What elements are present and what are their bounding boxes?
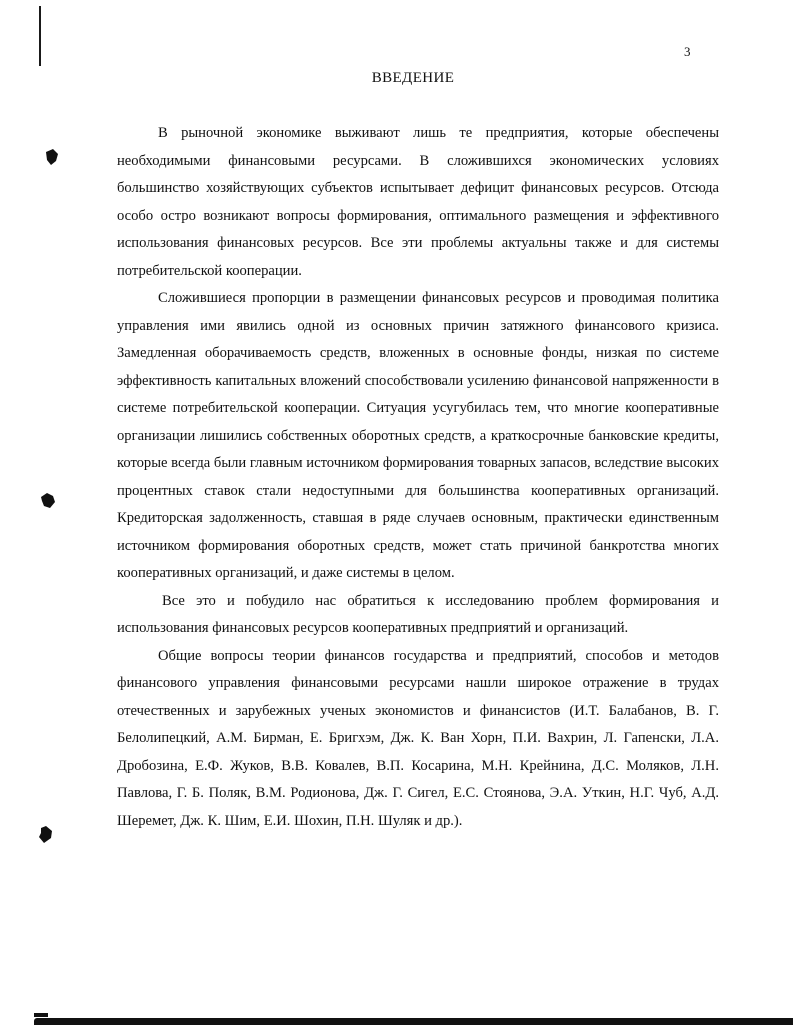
body-text — [117, 120, 719, 835]
paragraph: Сложившиеся пропорции в размещении финансовых ресурсов и проводимая политика управления ими явились одной из основных причин затяжного финансового кризиса. Замедленная оборачиваемость средств, вложенных в основные фонды, низкая по системе эффективность капитальных вложений способствовали усилению финансовой напряженности в системе потребительской кооперации. Ситуация усугубилась тем, что многие кооперативные организации лишились собственных оборотных средств, а краткосрочные банковские кредиты, которые всегда были главным источником формирования товарных запасов, вследствие высоких процентных ставок стали недоступными для большинства кооперативных организаций. Кредиторская задолженность, ставшая в ряде случаев основным, практически единственным источником формирования оборотных средств, может стать причиной банкротства многих кооперативных организаций, и даже системы в целом. — [117, 290, 719, 581]
scan-edge-bottom — [34, 1018, 793, 1025]
binding-hole-mark-icon — [44, 148, 60, 166]
scan-edge-left — [39, 6, 41, 66]
scan-edge-bottom — [34, 1013, 48, 1017]
paragraph: Общие вопросы теории финансов государства и предприятий, способов и методов финансового управления финансовыми ресурсами нашли широкое отражение в трудах отечественных и зарубежных ученых экономистов и финансистов (И.Т. Балабанов, В. Г. Белолипецкий, А.М. Бирман, Е. Бригхэм, Дж. К. Ван Хорн, П.И. Вахрин, Л. Гапенски, Л.А. Дробозина, Е.Ф. Жуков, В.В. Ковалев, В.П. Косарина, М.Н. Крейнина, Д.С. Моляков, Л.Н. Павлова, Г. Б. Поляк, В.М. Родионова, Дж. Г. Сигел, Е.С. Стоянова, Э.А. Уткин, Н.Г. Чуб, А.Д. Шеремет, Дж. К. Шим, Е.И. Шохин, П.Н. Шуляк и др.). — [117, 647, 719, 829]
page-title: ВВЕДЕНИЕ — [371, 70, 455, 86]
binding-hole-mark-icon — [40, 492, 56, 510]
page-number: 3 — [684, 44, 691, 59]
binding-hole-mark-icon — [38, 826, 54, 844]
paragraph: В рыночной экономике выживают лишь те предприятия, которые обеспечены необходимыми финансовыми ресурсами. В сложившихся экономических условиях большинство хозяйствующих субъектов испытывает дефицит финансовых ресурсов. Отсюда особо остро возникают вопросы формирования, оптимального размещения и эффективного использования финансовых ресурсов. Все эти проблемы актуальны также и для системы потребительской кооперации. — [117, 125, 719, 279]
paragraph: Все это и побудило нас обратиться к исследованию проблем формирования и использования финансовых ресурсов кооперативных предприятий и организаций. — [117, 592, 719, 636]
